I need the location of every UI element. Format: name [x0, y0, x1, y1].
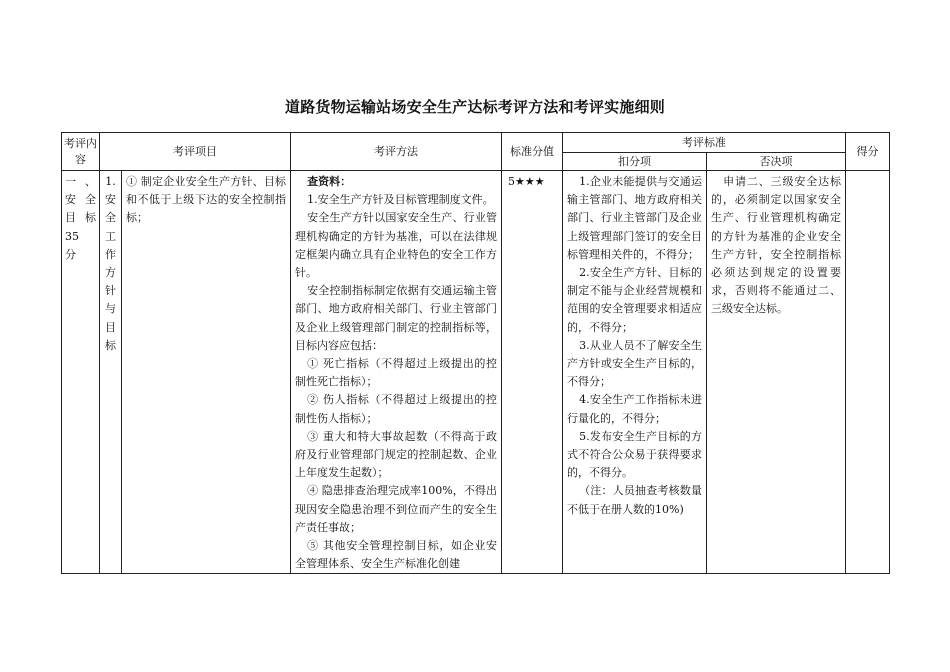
method-line: 1.安全生产方针及目标管理制度文件。 — [307, 193, 494, 207]
method-line: ④ 隐患排查治理完成率100%，不得出现因安全隐患治理不到位而产生的安全生产责任事故； — [295, 484, 497, 534]
method-line: ⑤ 其他安全管理控制目标，如企业安全管理体系、安全生产标准化创建 — [295, 539, 497, 571]
header-method: 考评方法 — [291, 133, 502, 171]
content-line: 分 — [65, 247, 76, 261]
method-line: ③ 重大和特大事故起数（不得高于政府及行业管理部门规定的控制起数、企业上年度发生起数）； — [295, 429, 497, 480]
header-standard: 考评标准 — [563, 133, 846, 153]
header-deduct: 扣分项 — [563, 153, 707, 171]
deduct-line: 1.企业未能提供与交通运输主管部门、地方政府相关部门、行业主管部门及企业上级管理部门签订的安全目标管理相关件的，不得分； — [567, 175, 702, 261]
header-item: 考评项目 — [100, 133, 291, 171]
evaluation-table — [61, 132, 890, 574]
deduct-cell — [563, 171, 707, 574]
deduct-line: 4.安全生产工作指标未进行量化的，不得分； — [567, 393, 702, 425]
result-value — [846, 171, 889, 573]
header-result: 得分 — [846, 133, 890, 171]
item-name-char: 方 — [105, 266, 116, 280]
item-name-char: 作 — [105, 247, 116, 261]
content-line: 一、 — [65, 175, 96, 188]
header-row — [62, 133, 890, 153]
content-line: 35 — [65, 229, 79, 243]
veto-text: 申请二、三级安全达标的，必须制定以国家安全生产、行业管理机构确定的方针为基准的企业安全生产方针，安全控制指标必须达到规定的设置要求，否则将不能通过二、三级安全达标。 — [711, 175, 841, 316]
method-cell — [291, 171, 502, 574]
deduct-line: （注：人员抽查考核数量不低于在册人数的10%) — [567, 484, 702, 516]
item-name-char: 针 — [105, 284, 116, 298]
content-line: 目标 — [65, 211, 96, 225]
item-name-char: 目 — [105, 320, 116, 334]
document-title: 道路货物运输站场安全生产达标考评方法和考评实施细则 — [284, 98, 665, 116]
method-line: 安全控制指标制定依据有交通运输主管部门、地方政府相关部门、行业主管部门及企业上级管理部门制定的控制指标等，目标内容应包括： — [295, 284, 497, 352]
item-text-cell — [122, 171, 291, 574]
item-name-char: 标 — [105, 338, 116, 352]
method-line: ① 死亡指标（不得超过上级提出的控制性死亡指标）； — [295, 357, 497, 389]
table-row — [62, 171, 890, 574]
item-name-char: 安 — [105, 193, 116, 207]
content-line: 安全 — [65, 193, 96, 207]
veto-cell — [707, 171, 846, 574]
deduct-line: 3.从业人员不了解安全生产方针或安全生产目标的，不得分； — [567, 338, 702, 389]
method-line: 查资料： — [307, 175, 352, 188]
item-name-char: 全 — [105, 211, 116, 225]
method-line: ② 伤人指标（不得超过上级提出的控制性伤人指标）； — [295, 393, 497, 425]
header-score: 标准分值 — [502, 133, 563, 171]
item-name-char: 与 — [105, 302, 116, 316]
item-name-cell — [100, 171, 122, 574]
header-content: 考评内容 — [62, 133, 100, 171]
deduct-line: 2.安全生产方针、目标的制定不能与企业经营规模和范围的安全管理要求相适应的，不得分； — [567, 266, 702, 334]
method-line: 安全生产方针以国家安全生产、行业管理机构确定的方针为基准，可以在法律规定框架内确立具有企业特色的安全工作方针。 — [295, 211, 497, 280]
header-veto: 否决项 — [707, 153, 846, 171]
score-cell — [502, 171, 563, 574]
score-value: 5★★★ — [508, 175, 545, 188]
item-text: ① 制定企业安全生产方针、目标和不低于上级下达的安全控制指标； — [126, 175, 286, 225]
content-cell — [62, 171, 100, 574]
item-number: 1. — [105, 175, 116, 188]
item-name-char: 工 — [105, 229, 116, 243]
deduct-line: 5.发布安全生产目标的方式不符合公众易于获得要求的，不得分。 — [567, 429, 702, 480]
result-cell — [846, 171, 890, 574]
